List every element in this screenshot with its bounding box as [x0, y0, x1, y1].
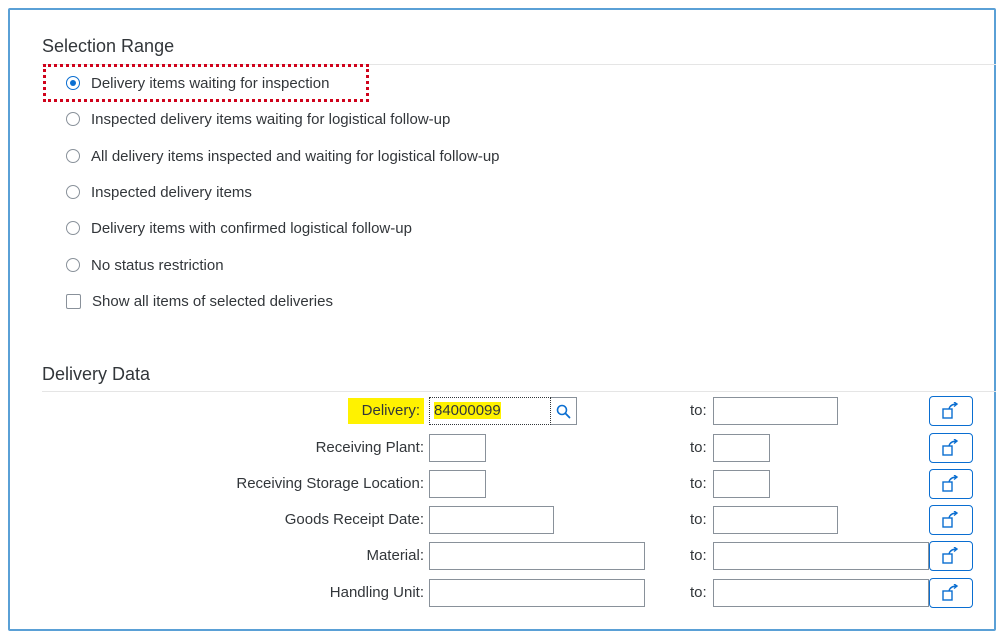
to-label: to: [690, 402, 707, 419]
delivery-label: Delivery: [348, 398, 424, 424]
selection-range-title: Selection Range [42, 36, 175, 56]
to-label: to: [690, 547, 707, 564]
to-label: to: [690, 439, 707, 456]
multiple-selection-icon [941, 584, 961, 602]
to-label: to: [690, 584, 707, 601]
radio-button-selected[interactable] [66, 76, 80, 90]
material-multiple-selection-button[interactable] [929, 541, 973, 571]
handling-unit-multiple-selection-button[interactable] [929, 578, 973, 608]
receiving-storage-location-multiple-selection-button[interactable] [929, 469, 973, 499]
delivery-multiple-selection-button[interactable] [929, 396, 973, 426]
multiple-selection-icon [941, 475, 961, 493]
radio-button[interactable] [66, 149, 80, 163]
delivery-value: 84000099 [434, 402, 501, 419]
radio-no-status-restriction[interactable] [66, 254, 224, 276]
handling-unit-to-input[interactable] [713, 579, 929, 607]
handling-unit-from-input[interactable] [429, 579, 645, 607]
multiple-selection-icon [941, 439, 961, 457]
goods-receipt-date-label: Goods Receipt Date: [284, 511, 424, 528]
radio-label: All delivery items inspected and waiting for logistical follow-up [91, 147, 500, 165]
value-help-button[interactable] [551, 397, 577, 425]
radio-label: Delivery items with confirmed logistical follow-up [91, 219, 412, 237]
material-from-input[interactable] [429, 542, 645, 570]
multiple-selection-icon [941, 547, 961, 565]
receiving-plant-label: Receiving Plant: [315, 439, 424, 456]
radio-label: Inspected delivery items [91, 183, 252, 201]
receiving-storage-location-to-input[interactable] [713, 470, 770, 498]
checkbox[interactable] [66, 294, 81, 309]
radio-all-inspected-waiting-followup[interactable] [66, 145, 500, 167]
delivery-to-input[interactable] [713, 397, 838, 425]
search-icon [556, 404, 571, 419]
radio-waiting-for-inspection[interactable] [66, 72, 329, 94]
receiving-plant-to-input[interactable] [713, 434, 770, 462]
radio-label: Delivery items waiting for inspection [91, 74, 330, 92]
radio-label: Inspected delivery items waiting for logistical follow-up [91, 110, 451, 128]
receiving-plant-from-input[interactable] [429, 434, 486, 462]
radio-label: No status restriction [91, 256, 224, 274]
receiving-storage-location-label: Receiving Storage Location: [236, 475, 424, 492]
material-to-input[interactable] [713, 542, 929, 570]
handling-unit-label: Handling Unit: [329, 584, 424, 601]
radio-button[interactable] [66, 258, 80, 272]
receiving-storage-location-from-input[interactable] [429, 470, 486, 498]
section-divider [42, 391, 996, 392]
multiple-selection-icon [941, 402, 961, 420]
radio-inspected-waiting-followup[interactable] [66, 108, 450, 130]
delivery-data-title: Delivery Data [42, 364, 151, 384]
checkbox-show-all-items[interactable] [66, 290, 333, 312]
to-label: to: [690, 511, 707, 528]
receiving-plant-multiple-selection-button[interactable] [929, 433, 973, 463]
multiple-selection-icon [941, 511, 961, 529]
material-label: Material: [366, 547, 424, 564]
radio-inspected-items[interactable] [66, 181, 252, 203]
radio-confirmed-followup[interactable] [66, 217, 412, 239]
delivery-from-input[interactable] [429, 397, 551, 425]
goods-receipt-date-multiple-selection-button[interactable] [929, 505, 973, 535]
goods-receipt-date-to-input[interactable] [713, 506, 838, 534]
radio-button[interactable] [66, 221, 80, 235]
checkbox-label: Show all items of selected deliveries [92, 292, 333, 310]
radio-button[interactable] [66, 185, 80, 199]
goods-receipt-date-from-input[interactable] [429, 506, 554, 534]
radio-button[interactable] [66, 112, 80, 126]
to-label: to: [690, 475, 707, 492]
